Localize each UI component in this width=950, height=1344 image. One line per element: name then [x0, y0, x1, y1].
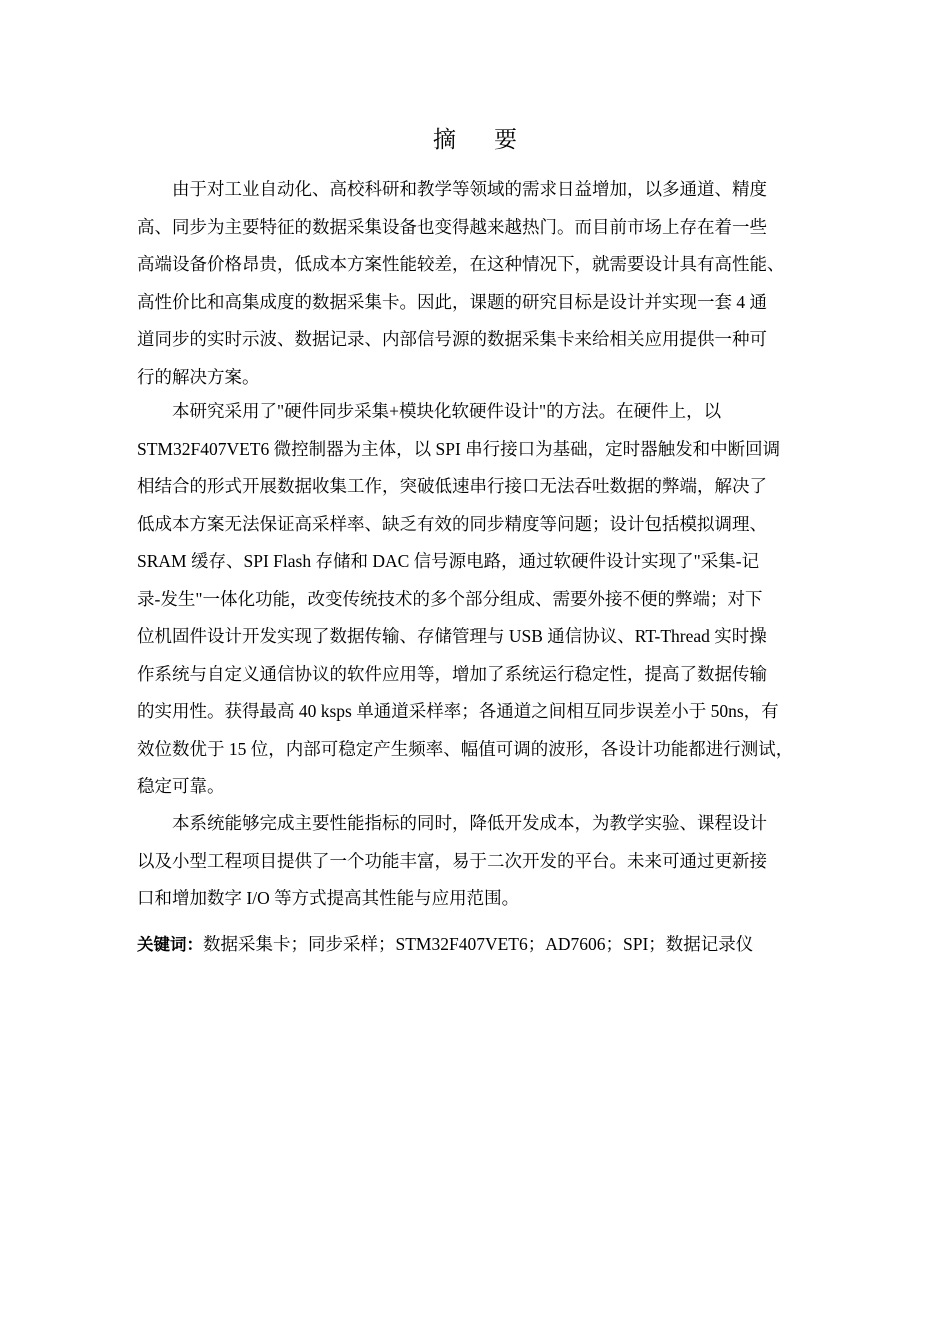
text-line: 效位数优于 15 位，内部可稳定产生频率、幅值可调的波形，各设计功能都进行测试， [137, 738, 794, 759]
text-line: 本系统能够完成主要性能指标的同时，降低开发成本，为教学实验、课程设计 [172, 813, 767, 833]
text-line: 高端设备价格昂贵，低成本方案性能较差，在这种情况下，就需要设计具有高性能、 [137, 254, 785, 274]
keywords-text: 数据采集卡；同步采样；STM32F407VET6；AD7606；SPI；数据记录仪 [203, 934, 754, 954]
text-line: 位机固件设计开发实现了数据传输、存储管理与 USB 通信协议、RT-Thread 实时操 [137, 626, 767, 646]
abstract-paragraph-3 [137, 805, 837, 918]
text-line: 道同步的实时示波、数据记录、内部信号源的数据采集卡来给相关应用提供一种可 [137, 329, 767, 349]
text-line: 口和增加数字 I/O 等方式提高其性能与应用范围。 [137, 888, 520, 908]
text-line: 相结合的形式开展数据收集工作，突破低速串行接口无法吞吐数据的弊端，解决了 [137, 476, 767, 496]
text-line: 本研究采用了"硬件同步采集+模块化软硬件设计"的方法。在硬件上，以 [172, 401, 722, 421]
text-line: 的实用性。获得最高 40 ksps 单通道采样率；各通道之间相互同步误差小于 50ns，有 [137, 701, 779, 721]
abstract-paragraph-1 [137, 171, 837, 396]
text-line: SRAM 缓存、SPI Flash 存储和 DAC 信号源电路，通过软硬件设计实现了"采集-记 [137, 551, 760, 571]
text-line: 低成本方案无法保证高采样率、缺乏有效的同步精度等问题；设计包括模拟调理、 [137, 513, 767, 534]
text-line: 作系统与自定义通信协议的软件应用等，增加了系统运行稳定性，提高了数据传输 [137, 663, 767, 684]
abstract-title: 摘要 [433, 127, 555, 152]
text-line: 稳定可靠。 [137, 776, 225, 796]
abstract-paragraph-2 [137, 393, 837, 806]
text-line: 行的解决方案。 [137, 366, 260, 387]
text-line: 由于对工业自动化、高校科研和教学等领域的需求日益增加，以多通道、精度 [172, 179, 767, 199]
keywords-line [137, 928, 857, 961]
keywords-label: 关键词： [137, 935, 203, 954]
text-line: 高性价比和高集成度的数据采集卡。因此，课题的研究目标是设计并实现一套 4 通 [137, 291, 767, 312]
text-line: STM32F407VET6 微控制器为主体，以 SPI 串行接口为基础，定时器触发和中断回调 [137, 438, 781, 459]
text-line: 以及小型工程项目提供了一个功能丰富，易于二次开发的平台。未来可通过更新接 [137, 850, 767, 871]
text-line: 高、同步为主要特征的数据采集设备也变得越来越热门。而目前市场上存在着一些 [137, 216, 767, 237]
text-line: 录-发生"一体化功能，改变传统技术的多个部分组成、需要外接不便的弊端；对下 [137, 588, 763, 609]
